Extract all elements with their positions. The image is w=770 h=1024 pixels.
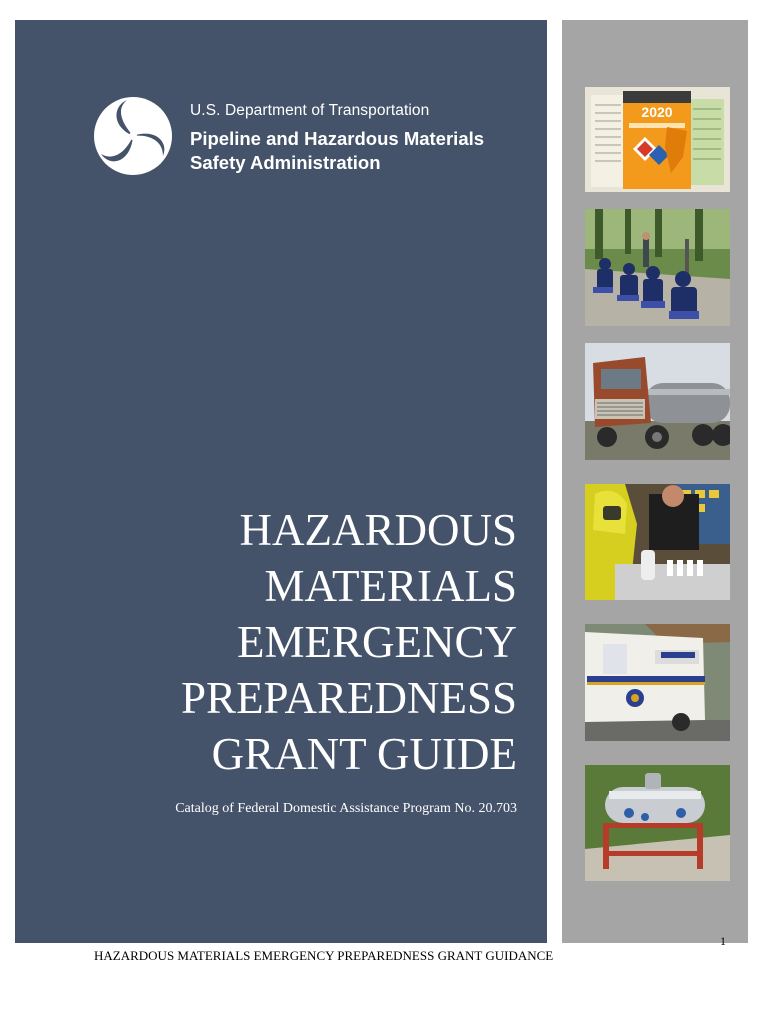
agency-name-line2: Safety Administration — [190, 152, 381, 173]
guidebook-year: 2020 — [641, 104, 673, 120]
title-line: PREPAREDNESS — [181, 673, 517, 723]
document-title — [57, 502, 517, 782]
catalog-number: Catalog of Federal Domestic Assistance Program No. 20.703 — [175, 801, 517, 816]
guidebook-photo — [585, 87, 730, 192]
dot-logo-icon — [93, 96, 173, 176]
agency-block — [190, 102, 484, 175]
tanker-truck-photo — [585, 343, 730, 460]
title-line: EMERGENCY — [237, 617, 517, 667]
training-session-photo — [585, 209, 730, 326]
title-line: GRANT GUIDE — [211, 729, 517, 779]
response-trailer-photo — [585, 624, 730, 741]
cover-panel — [15, 20, 547, 943]
department-name: U.S. Department of Transportation — [190, 102, 430, 119]
hazmat-responder-photo — [585, 484, 730, 600]
tank-prop-photo — [585, 765, 730, 881]
footer-text: HAZARDOUS MATERIALS EMERGENCY PREPAREDNESS GRANT GUIDANCE — [94, 948, 554, 963]
title-line: HAZARDOUS — [239, 505, 517, 555]
page-number: 1 — [720, 934, 726, 948]
title-line: MATERIALS — [264, 561, 517, 611]
agency-name-line1: Pipeline and Hazardous Materials — [190, 128, 485, 149]
